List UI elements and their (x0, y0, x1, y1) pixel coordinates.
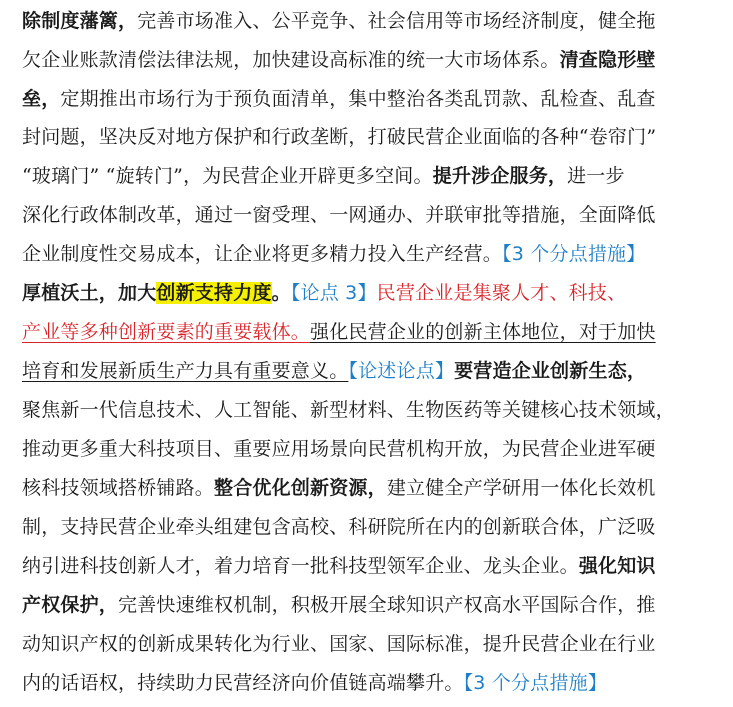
text-run: 核科技领域搭桥铺路。 (22, 477, 215, 499)
text-run: 封问题，坚决反对地方保护和行政垄断，打破民营企业面临的各种“卷帘门” (22, 126, 657, 148)
text-run: 推动更多重大科技项目、重要应用场景向民营机构开放，为民营企业进军硬 (22, 438, 656, 460)
bold-phrase: 除制度藩篱， (22, 10, 138, 32)
text-line (22, 278, 626, 308)
annotation-note: 【3 个分点措施】 (463, 672, 608, 694)
text-line (22, 317, 656, 347)
text-line (22, 473, 656, 503)
text-line (22, 551, 656, 581)
bold-phrase: 产权保护， (22, 594, 119, 616)
text-line (22, 356, 646, 386)
red-claim-text: 产业等多种创新要素的重要载体。 (22, 321, 311, 343)
text-run: 建立健全产学研用一体化长效机 (386, 477, 656, 499)
annotation-note: 【论点 3】 (290, 282, 377, 304)
bold-phrase: 。 (271, 282, 291, 304)
underlined-text: 培育和发展新质生产力具有重要意义。 (22, 360, 349, 382)
text-line (22, 395, 675, 425)
underlined-text: 强化民营企业的创新主体地位，对于加快 (310, 321, 656, 343)
text-line (22, 84, 656, 114)
text-run: 聚焦新一代信息技术、人工智能、新型材料、生物医药等关键核心技术领域， (22, 399, 675, 421)
annotation-note: 【3 个分点措施】 (502, 243, 646, 265)
text-line (22, 6, 656, 36)
highlighted-phrase: 创新支持力度 (156, 282, 272, 304)
text-run: 动知识产权的创新成果转化为行业、国家、国际标准，提升民营企业在行业 (22, 633, 656, 655)
text-line (22, 629, 656, 659)
text-run: 深化行政体制改革，通过一窗受理、一网通办、并联审批等措施，全面降低 (22, 204, 656, 226)
text-run: 内的话语权，持续助力民营经济向价值链高端攀升。 (22, 672, 464, 694)
text-run: 纳引进科技创新人才，着力培育一批科技型领军企业、龙头企业。 (22, 555, 579, 577)
text-run: 完善市场准入、公平竞争、社会信用等市场经济制度，健全拖 (137, 10, 656, 32)
bold-phrase: 厚植沃土，加大 (22, 282, 157, 304)
bold-phrase: 强化知识 (578, 555, 656, 577)
text-line (22, 512, 656, 542)
bold-phrase: 垒， (22, 88, 61, 110)
text-run: 制，支持民营企业牵头组建包含高校、科研院所在内的创新联合体，广泛吸 (22, 516, 656, 538)
text-line (22, 239, 645, 269)
text-run: 定期推出市场行为于预负面清单，集中整治各类乱罚款、乱检查、乱查 (60, 88, 656, 110)
text-line (22, 161, 625, 191)
text-run: 欠企业账款清偿法律法规，加快建设高标准的统一大市场体系。 (22, 49, 560, 71)
text-line (22, 122, 656, 152)
bold-phrase: 提升涉企服务， (432, 165, 568, 187)
text-line (22, 434, 656, 464)
text-run: “玻璃门” “旋转门”，为民营企业开辟更多空间。 (22, 165, 433, 187)
bold-phrase: 清查隐形壁 (559, 49, 656, 71)
bold-phrase: 要营造企业创新生态， (454, 360, 647, 382)
bold-phrase: 整合优化创新资源， (214, 477, 387, 499)
text-line (22, 590, 656, 620)
text-run: 完善快速维权机制，积极开展全球知识产权高水平国际合作，推 (118, 594, 656, 616)
text-line (22, 45, 656, 75)
text-line (22, 200, 656, 230)
text-line (22, 668, 607, 698)
text-run: 进一步 (567, 165, 625, 187)
annotation-note: 【论述论点】 (348, 360, 455, 382)
text-run: 企业制度性交易成本，让企业将更多精力投入生产经营。 (22, 243, 503, 265)
red-claim-text: 民营企业是集聚人才、科技、 (376, 282, 627, 304)
